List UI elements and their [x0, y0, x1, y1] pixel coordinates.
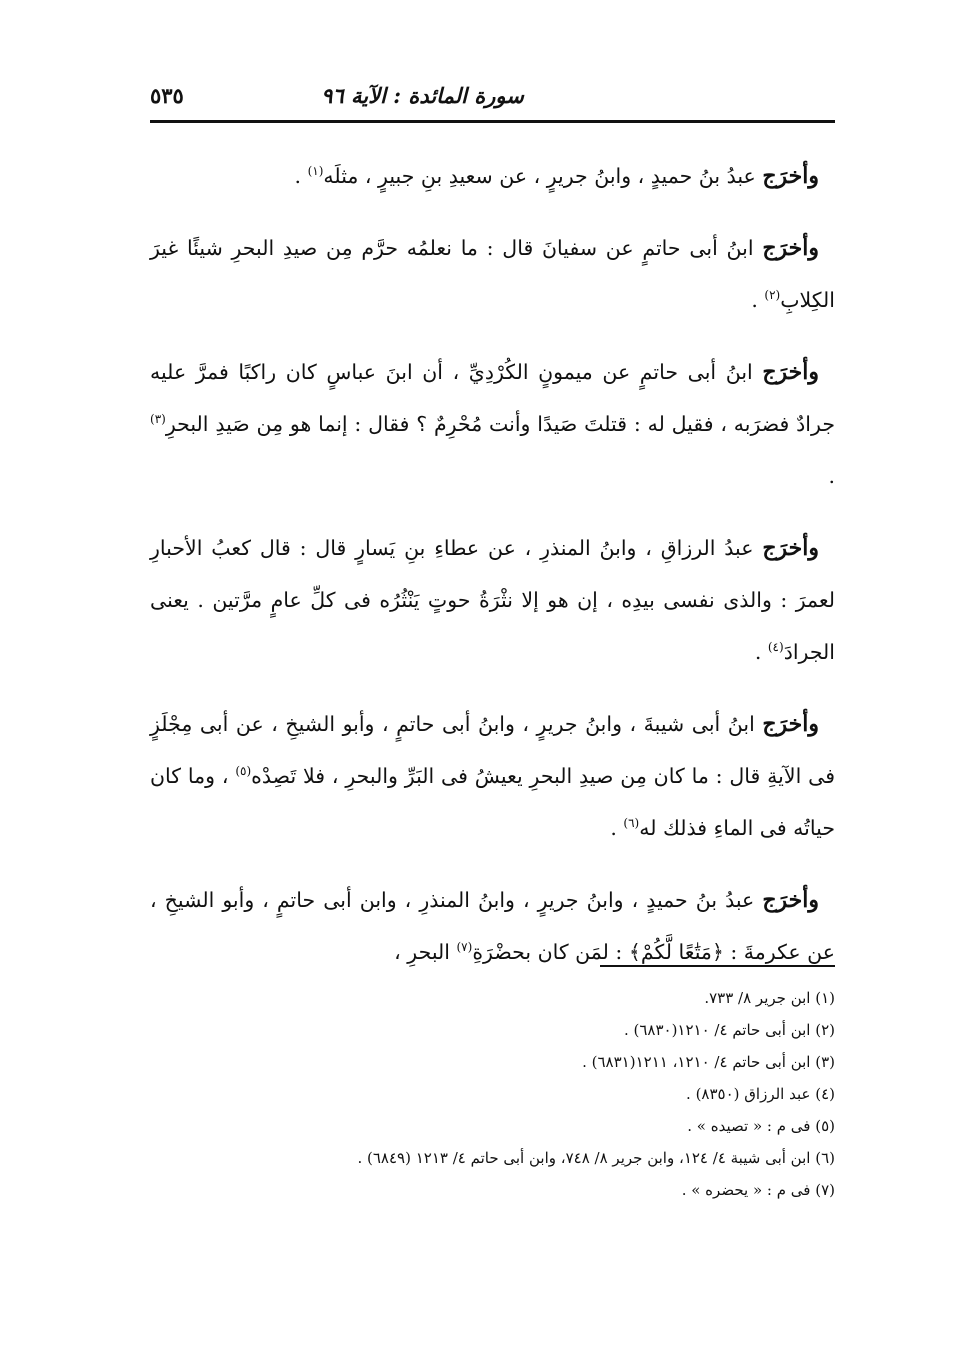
footnote-7: (٧) فى م : « يحضره » .: [681, 1181, 835, 1199]
paragraph-text: ابنُ أبى حاتمٍ عن ميمونٍ الكُرْدِيِّ ، أن ابنَ عباسٍ كان راكبًا فمرَّ عليه جرادٌ فضرَبه ، فقيل له : قتلتَ صَيدًا وأنت مُحْرِمٌ ؟ فقال : إنما هو مِن صَيدِ البحرِ: [150, 360, 835, 436]
footnote-4: (٤) عبد الرزاق (٨٣٥٠) .: [686, 1085, 835, 1103]
paragraph-end: .: [754, 640, 768, 664]
footnote-ref: (٦): [623, 816, 640, 831]
paragraph-text: ابنُ أبى حاتمٍ عن سفيانَ قال : ما نعلمُه حرَّم مِن صيدِ البحرِ شيئًا غيرَ الكِلابِ: [150, 236, 835, 312]
paragraph-lead: وأخرَج: [762, 711, 819, 737]
footnotes-list: [150, 982, 835, 1206]
chapter-heading: سورة المائدة : الآية ٩٦: [321, 83, 524, 108]
paragraph-text: عبدُ بنُ حميدٍ ، وابنُ جريرٍ ، وابنُ المنذرِ ، وابن أبى حاتمٍ ، وأبو الشيخِ ، عن عكرمةَ : ﴿مَتَٰعًا لَّكُمْ﴾ : لمَن كان بحضْرَةِ: [150, 888, 835, 964]
paragraph-2: [150, 222, 835, 326]
paragraph-end: .: [751, 288, 765, 312]
footnote-ref: (٤): [767, 640, 784, 655]
footnote-ref: (٥): [235, 764, 252, 779]
footnote-ref: (٣): [150, 412, 166, 427]
paragraph-lead: وأخرَج: [762, 163, 819, 189]
footnote-5: (٥) فى م : « تصيده » .: [687, 1117, 835, 1135]
header-divider: [150, 120, 835, 123]
paragraph-text-continued: ، وما كان حياتُه فى الماءِ فذلك له: [150, 764, 835, 840]
paragraph-end: .: [294, 164, 308, 188]
paragraph-5: [150, 698, 835, 854]
footnote-ref: (٧): [456, 940, 473, 955]
paragraph-1: [150, 150, 835, 202]
paragraph-lead: وأخرَج: [762, 359, 819, 385]
page-number: ٥٣٥: [150, 83, 184, 108]
main-text: [150, 150, 835, 998]
paragraph-text: عبدُ بنُ حميدٍ ، وابنُ جريرٍ ، عن سعيدِ بنِ جبيرٍ ، مثلَه: [323, 164, 763, 188]
footnote-ref: (١): [307, 164, 324, 179]
footnote-2: (٢) ابن أبى حاتم ٤/ ١٢١٠(٦٨٣٠) .: [623, 1021, 835, 1039]
footnote-6: (٦) ابن أبى شيبة ٤/ ١٢٤، وابن جرير ٨/ ٧٤٨، وابن أبى حاتم ٤/ ١٢١٣ (٦٨٤٩) .: [357, 1149, 835, 1167]
paragraph-4: [150, 522, 835, 678]
footnote-1: (١) ابن جرير ٨/ ٧٣٣.: [704, 989, 835, 1007]
document-page: [150, 0, 835, 1347]
footnote-ref: (٢): [764, 288, 781, 303]
running-header: [150, 78, 835, 118]
paragraph-3: [150, 346, 835, 502]
paragraph-end: البحرِ ،: [394, 940, 457, 964]
footnote-3: (٣) ابن أبى حاتم ٤/ ١٢١٠، ١٢١١(٦٨٣١) .: [582, 1053, 835, 1071]
paragraph-lead: وأخرَج: [762, 235, 819, 261]
paragraph-text: ابنُ أبى شيبةَ ، وابنُ جريرٍ ، وابنُ أبى حاتمٍ ، وأبو الشيخِ ، عن أبى مِجْلَزٍ فى الآيةِ قال : ما كان مِن صيدِ البحرِ يعيشُ فى البَرِّ والبحرِ ، فلا تَصِدْه: [150, 712, 835, 788]
paragraph-end: .: [610, 816, 624, 840]
footnote-divider: [600, 965, 835, 967]
paragraph-end: .: [828, 464, 835, 488]
paragraph-lead: وأخرَج: [762, 887, 819, 913]
paragraph-lead: وأخرَج: [762, 535, 819, 561]
paragraph-6: [150, 874, 835, 978]
paragraph-text: عبدُ الرزاقِ ، وابنُ المنذرِ ، عن عطاءِ بنِ يَسارٍ قال : قال كعبُ الأحبارِ لعمرَ : والذى نفسى بيدِه ، إن هو إلا نثْرَةُ حوتٍ يَنْثُرُه فى كلِّ عامٍ مرَّتين . يعنى الجرادَ: [150, 536, 835, 664]
